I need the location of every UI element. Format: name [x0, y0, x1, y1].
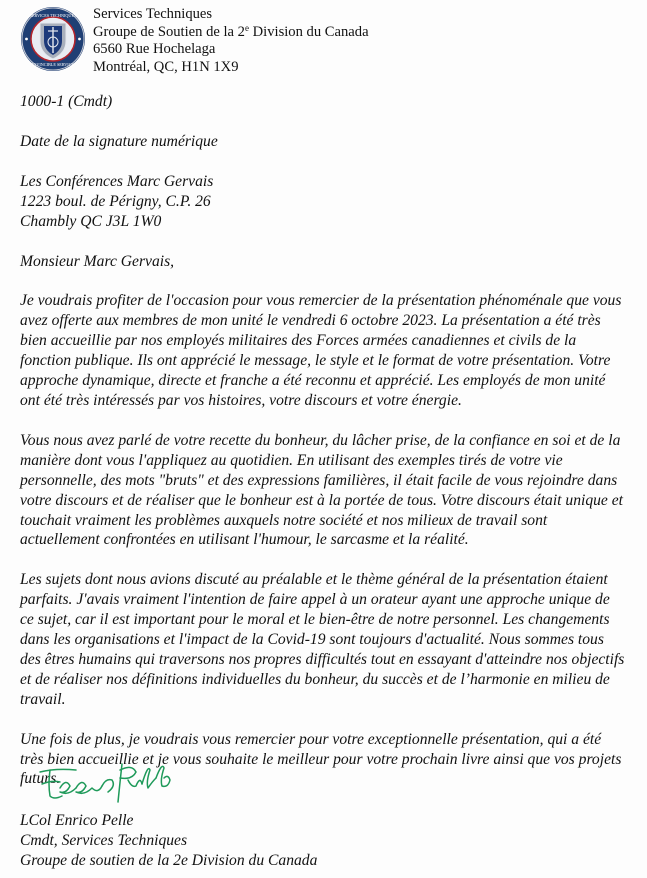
text-line: bien accueillie par nos employés militaires des Forces armées canadiennes et civils de la [20, 332, 577, 350]
letterhead [20, 4, 640, 78]
letter-date: Date de la signature numérique [20, 132, 218, 150]
text-line: approche dynamique, directe et franche a été reconnu et apprécié. Les employés de mon unité [20, 372, 606, 390]
text-line: futurs. [20, 770, 61, 788]
recipient-address [20, 172, 640, 232]
crest-bottom-text: INVINCIBLE SERVICE [31, 62, 75, 67]
recipient-line: 1223 boul. de Périgny, C.P. 26 [20, 192, 211, 210]
group-name-part: Groupe de Soutien de la 2 [93, 23, 245, 40]
city-address: Montréal, QC, H1N 1X9 [93, 58, 239, 75]
text-line: très bien accueillie et je vous souhaite le meilleur pour votre prochain livre ainsi que vos projets [20, 750, 622, 768]
text-line: parfaits. J'avais vraiment l'intention de faire appel à un orateur ayant une approche unique de [20, 591, 610, 609]
group-name-part: Division du Canada [248, 23, 369, 40]
group-name [93, 24, 369, 42]
signatory-organization: Groupe de soutien de la 2e Division du Canada [20, 851, 318, 869]
signatory-title: Cmdt, Services Techniques [20, 831, 188, 849]
letterhead-address [93, 6, 369, 76]
text-line: Vous nous avez parlé de votre recette du bonheur, du lâcher prise, de la confiance en soi et de la [20, 431, 621, 449]
text-line: actuellement confrontées en utilisant l'humour, le sarcasme et la réalité. [20, 531, 469, 549]
text-line: avez offerte aux membres de mon unité le vendredi 6 octobre 2023. La présentation a été très [20, 312, 601, 330]
superscript: e [244, 22, 249, 33]
paragraph-2 [20, 431, 640, 550]
text-line: des êtres humains qui traversons nos propres difficultés tout en essayant d'atteindre nos objectifs [20, 650, 625, 668]
signatory-block [20, 811, 317, 871]
text-line: travail. [20, 690, 66, 708]
text-line: manière dont vous l'appliquez au quotidien. En utilisant des exemples tirés de votre vie [20, 451, 563, 469]
text-line: Je voudrais profiter de l'occasion pour vous remercier de la présentation phénoménale que vous [20, 292, 622, 310]
salutation: Monsieur Marc Gervais, [20, 252, 175, 270]
text-line: Une fois de plus, je voudrais vous remercier pour votre exceptionnelle présentation, qui a été [20, 730, 602, 748]
recipient-line: Chambly QC J3L 1W0 [20, 212, 162, 230]
paragraph-3 [20, 570, 640, 709]
letter-body [20, 92, 640, 809]
text-line: votre discours et de réaliser que le bonheur est à la portée de tous. Votre discours était unique et [20, 491, 624, 509]
crest-top-text: SERVICES TECHNIQUES [29, 13, 77, 18]
text-line: fonction publique. Ils ont apprécié le message, le style et le format de votre présentation. Votre [20, 352, 611, 370]
text-line: ce sujet, car il est important pour le moral et le bien-être de notre personnel. Les changements [20, 611, 610, 629]
text-line: Les sujets dont nous avions discuté au préalable et le thème général de la présentation étaient [20, 571, 608, 589]
file-reference: 1000-1 (Cmdt) [20, 93, 113, 110]
paragraph-1 [20, 291, 640, 410]
street-address: 6560 Rue Hochelaga [93, 41, 216, 57]
unit-crest-icon [20, 6, 86, 72]
handwritten-signature-icon [36, 758, 176, 808]
text-line: personnelle, des mots "bruts" et des expressions familières, il était facile de vous rejoindre dans [20, 471, 618, 489]
text-line: et de réaliser nos définitions individuelles du bonheur, du succès et de l’harmonie en milieu de [20, 670, 610, 688]
text-line: dans les organisations et l'impact de la Covid-19 sont toujours d'actualité. Nous sommes tous [20, 631, 604, 649]
unit-name: Services Techniques [93, 6, 213, 22]
signatory-name: LCol Enrico Pelle [20, 812, 134, 829]
text-line: ont été très intéressés par vos histoires, votre discours et votre énergie. [20, 391, 462, 409]
text-line: touchait vraiment les problèmes auxquels notre société et nos milieux de travail sont [20, 511, 548, 529]
recipient-line: Les Conférences Marc Gervais [20, 172, 214, 190]
